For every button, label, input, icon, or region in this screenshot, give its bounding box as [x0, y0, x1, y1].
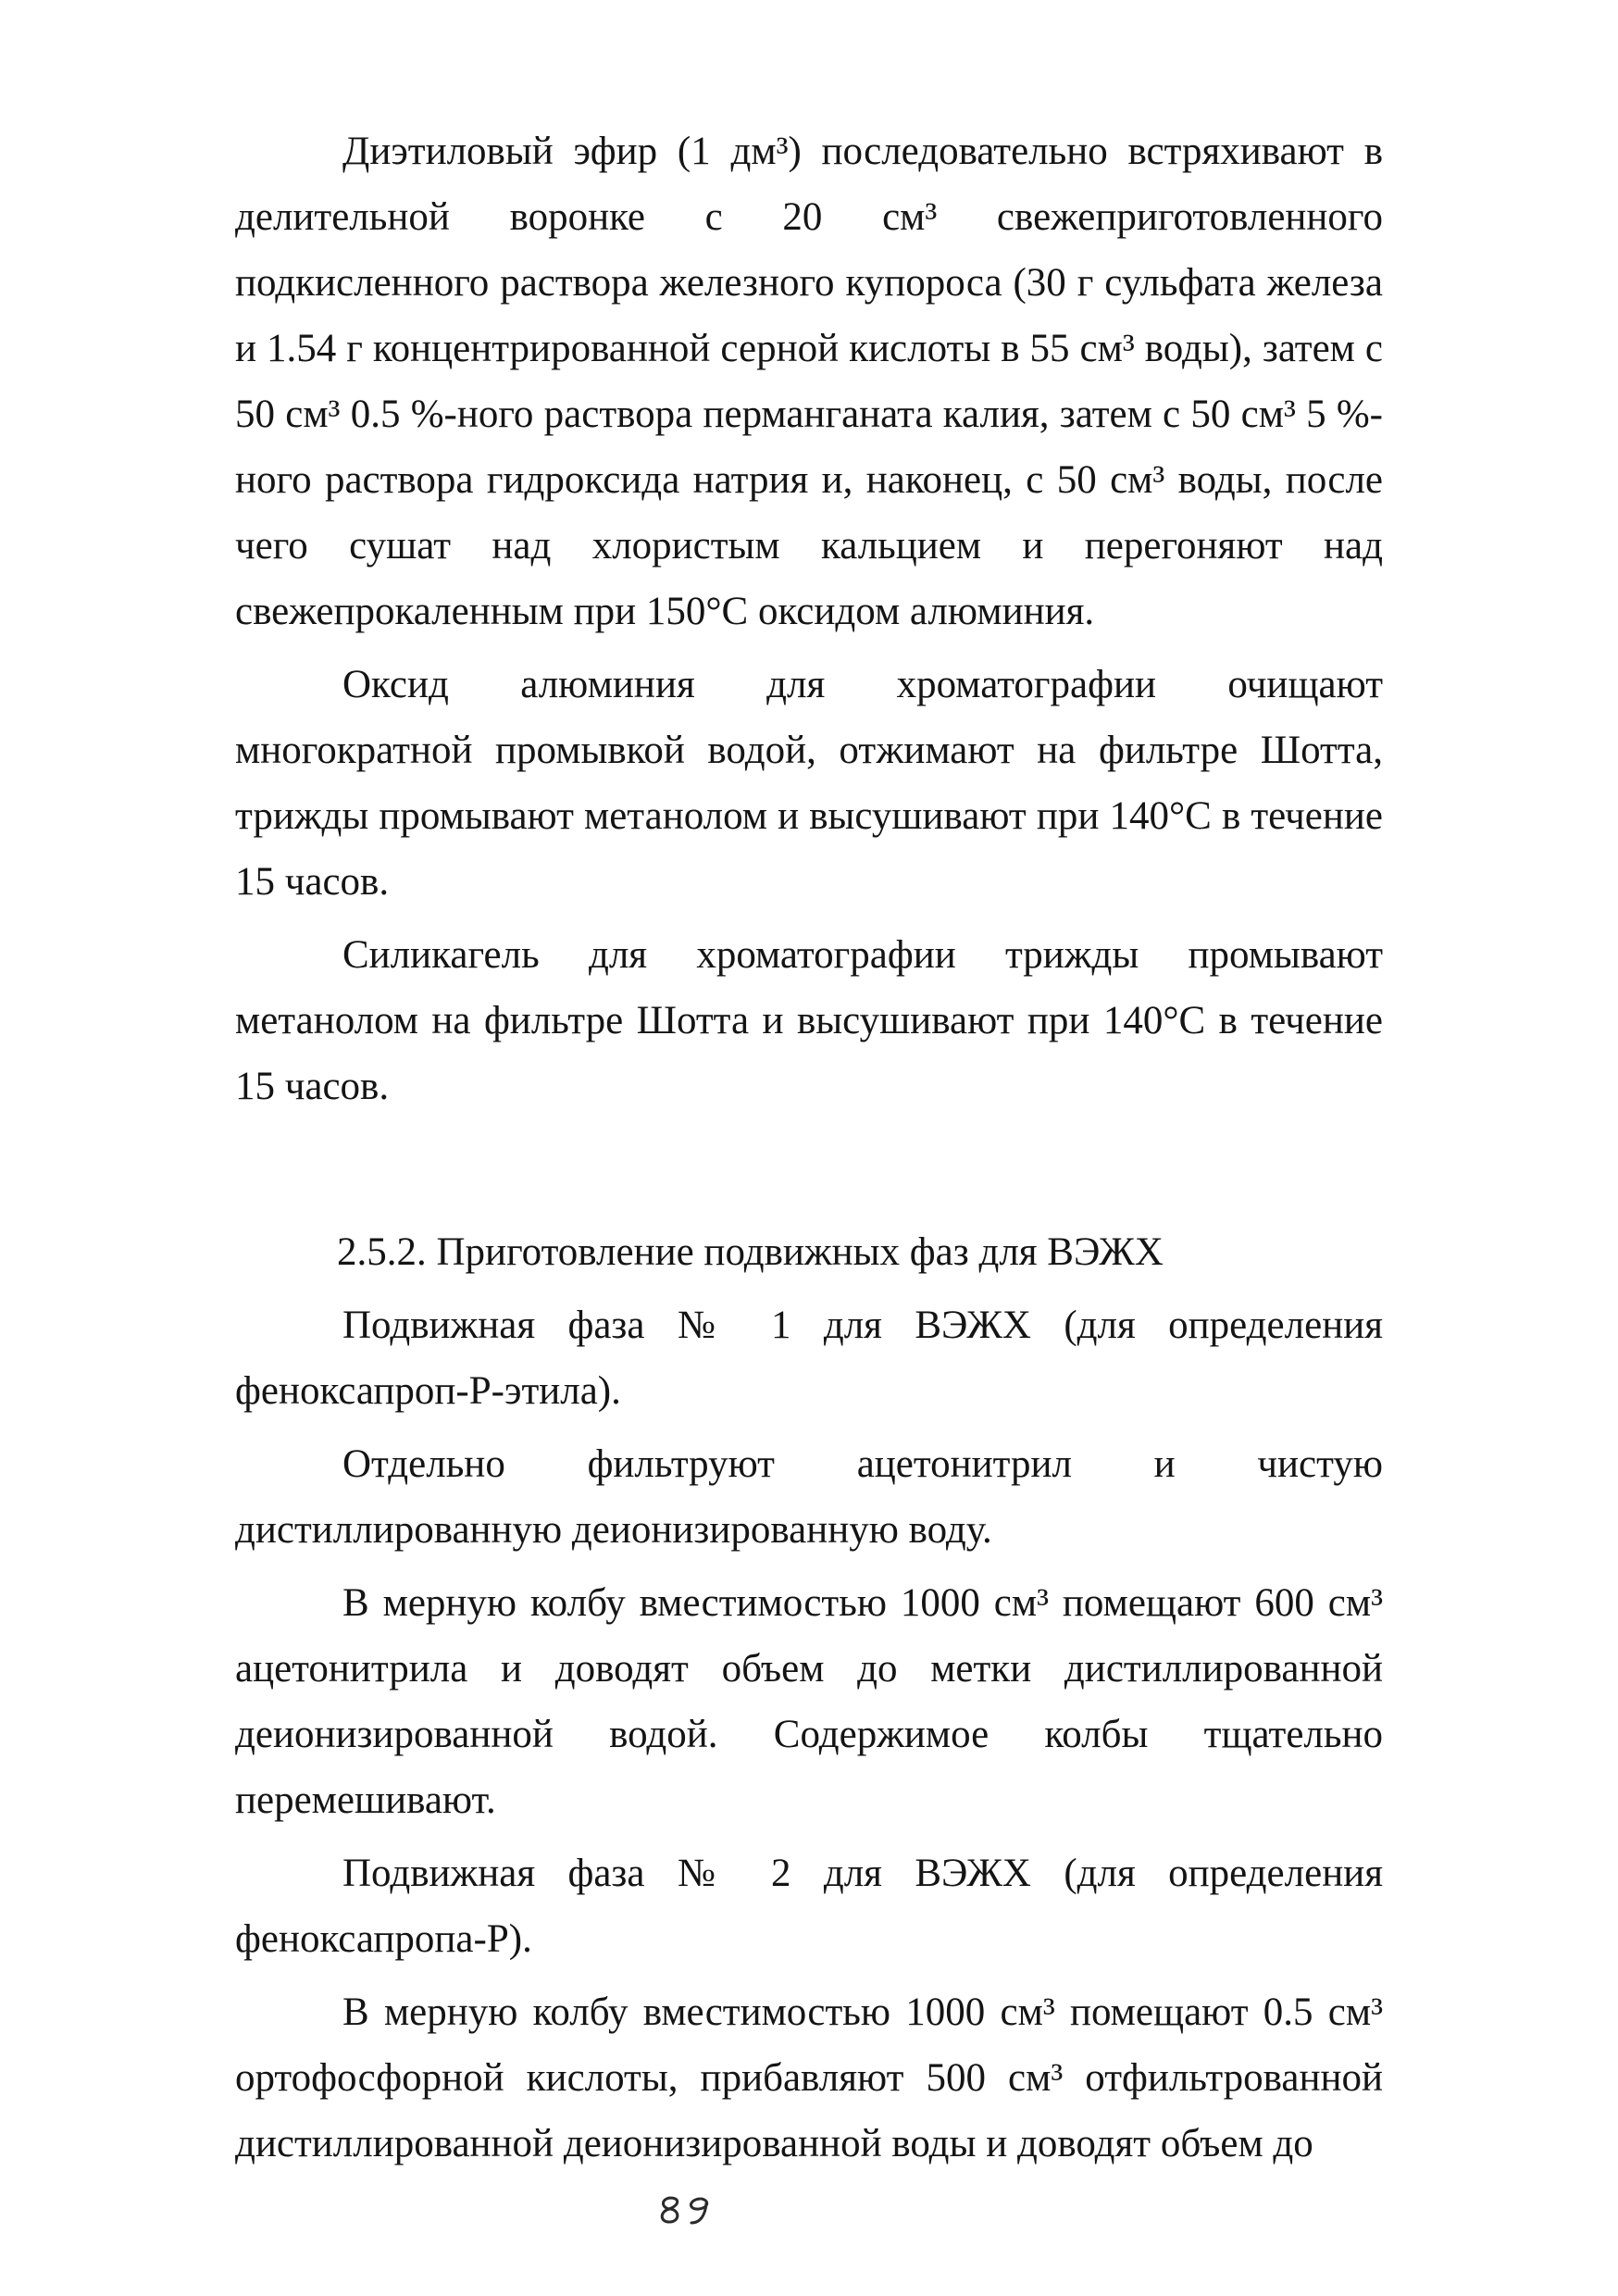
document-text	[235, 119, 1383, 2177]
section-heading	[235, 1219, 1383, 1285]
paragraph-silica-gel: Силикагель для хроматографии трижды промывают метанолом на фильтре Шотта и высушивают при 140°С в течение 15 часов.	[235, 933, 1383, 1108]
page-number-glyphs	[657, 2194, 718, 2226]
paragraph-mobile-phase-1-preparation: В мерную колбу вместимостью 1000 см³ помещают 600 см³ ацетонитрила и доводят объем до метки дистиллированной деионизированной водой. Содержимое колбы тщательно перемешивают.	[235, 1581, 1383, 1822]
paragraph-mobile-phase-2-preparation: В мерную колбу вместимостью 1000 см³ помещают 0.5 см³ ортофосфорной кислоты, прибавляют 500 см³ отфильтрованной дистиллированной деионизированной воды и доводят объем до	[235, 1990, 1383, 2165]
paragraph-mobile-phase-1-title: Подвижная фаза № 1 для ВЭЖХ (для определения феноксапроп-Р-этила).	[235, 1304, 1383, 1413]
handwritten-page-number	[657, 2194, 718, 2226]
section-heading-text: 2.5.2. Приготовление подвижных фаз для ВЭЖХ	[337, 1230, 1164, 1274]
paragraph-filtration: Отдельно фильтруют ацетонитрил и чистую дистиллированную деионизированную воду.	[235, 1442, 1383, 1552]
paragraph-mobile-phase-2-title: Подвижная фаза № 2 для ВЭЖХ (для определения феноксапропа-Р).	[235, 1852, 1383, 1961]
paragraph-aluminium-oxide: Оксид алюминия для хроматографии очищают многократной промывкой водой, отжимают на фильтре Шотта, трижды промывают метанолом и высушивают при 140°С в течение 15 часов.	[235, 663, 1383, 904]
paragraph-diethyl-ether: Диэтиловый эфир (1 дм³) последовательно встряхивают в делительной воронке с 20 см³ свежеприготовленного подкисленного раствора железного купороса (30 г сульфата железа и 1.54 г концентрированной серной кислоты в 55 см³ воды), затем с 50 см³ 0.5 %-ного раствора перманганата калия, затем с 50 см³ 5 %-ного раствора гидроксида натрия и, наконец, с 50 см³ воды, после чего сушат над хлористым кальцием и перегоняют над свежепрокаленным при 150°С оксидом алюминия.	[235, 130, 1383, 633]
section-heading-wrapper	[235, 1219, 1383, 1285]
